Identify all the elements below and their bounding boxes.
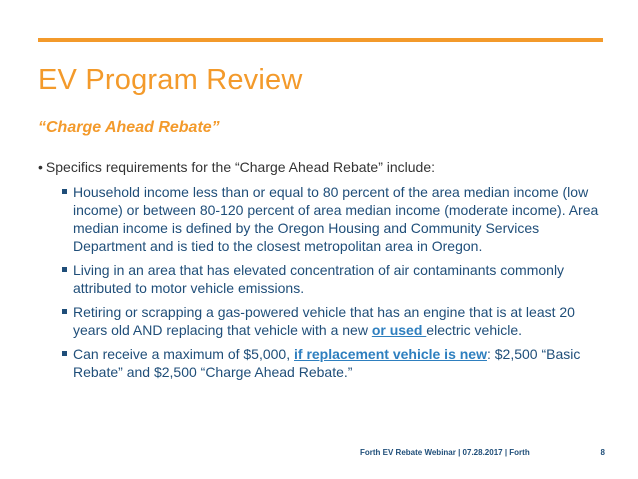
slide-footer (360, 448, 605, 457)
page-number: 8 (600, 448, 605, 457)
square-bullet-icon (62, 267, 67, 272)
requirements-list (62, 183, 602, 387)
list-item (62, 345, 602, 381)
list-item (62, 261, 602, 297)
list-item-text: Can receive a maximum of $5,000, (73, 346, 294, 362)
list-item (62, 183, 602, 255)
square-bullet-icon (62, 351, 67, 356)
lead-bullet (38, 159, 598, 175)
slide-title: EV Program Review (38, 64, 303, 96)
emphasis-text: if replacement vehicle is new (294, 346, 487, 362)
list-item-text: Household income less than or equal to 80 percent of the area median income (low income) or between 80-120 percent of area median income (moderate income). Area median income is defined by the Oregon Housing and Community Services Department and is tied to the closest metropolitan area in Oregon. (73, 184, 599, 254)
footer-text: Forth EV Rebate Webinar | 07.28.2017 | Forth (360, 448, 530, 457)
square-bullet-icon (62, 189, 67, 194)
list-item-text: Living in an area that has elevated concentration of air contaminants commonly attributed to motor vehicle emissions. (73, 262, 565, 296)
list-item (62, 303, 602, 339)
list-item-text: Retiring or scrapping a gas-powered vehicle that has an engine that is at least 20 years old AND replacing that vehicle with a new (73, 304, 575, 338)
square-bullet-icon (62, 309, 67, 314)
bullet-dot-icon: • (38, 159, 43, 175)
emphasis-text: or used (371, 322, 427, 338)
slide-subtitle: “Charge Ahead Rebate” (38, 119, 220, 136)
list-item-text: : $2,500 “Basic Rebate” and $2,500 “Charge Ahead Rebate.” (73, 346, 581, 380)
list-item-text: electric vehicle. (426, 322, 522, 338)
top-accent-rule (38, 38, 603, 42)
lead-text: Specifics requirements for the “Charge Ahead Rebate” include: (45, 159, 436, 175)
